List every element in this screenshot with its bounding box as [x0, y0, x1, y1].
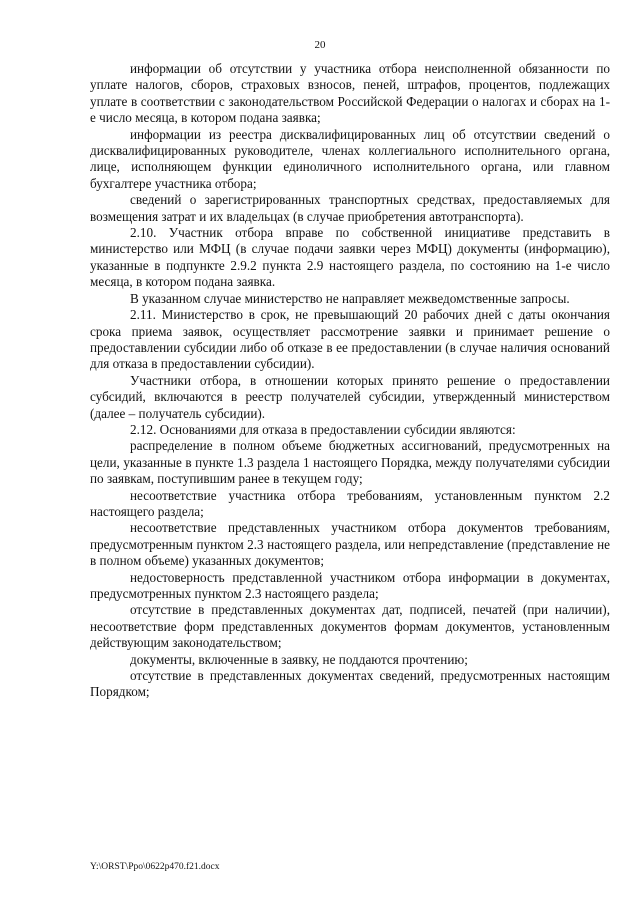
- paragraph: отсутствие в представленных документах сведений, предусмотренных настоящим Порядком;: [90, 668, 610, 700]
- paragraph: Участники отбора, в отношении которых принято решение о предоставлении субсидий, включаются в реестр получателей субсидии, утвержденный министерством (далее – получатель субсидии).: [90, 372, 610, 421]
- paragraph: 2.11. Министерство в срок, не превышающий 20 рабочих дней с даты окончания срока приема заявок, осуществляет рассмотрение заявки и принимает решение о предоставлении субсидии либо об отказе в ее предоставлении (в случае наличия оснований для отказа в предоставлении субсидии).: [90, 307, 610, 372]
- paragraph: недостоверность представленной участником отбора информации в документах, предусмотренных пунктом 2.3 настоящего раздела;: [90, 569, 610, 601]
- paragraph: отсутствие в представленных документах дат, подписей, печатей (при наличии), несоответствие форм представленных документов формам документов, установленным действующим законодательством;: [90, 602, 610, 651]
- paragraph: документы, включенные в заявку, не поддаются прочтению;: [130, 651, 468, 667]
- page-number: 20: [314, 39, 326, 51]
- paragraph: несоответствие представленных участником отбора документов требованиям, предусмотренным пунктом 2.3 настоящего раздела, или непредставление (представление не в полном объеме) указанных документов;: [90, 520, 610, 569]
- paragraph: несоответствие участника отбора требованиям, установленным пунктом 2.2 настоящего раздела;: [90, 487, 610, 519]
- file-path-footer: Y:\ORST\Ppo\0622p470.f21.docx: [90, 862, 220, 872]
- paragraph: 2.12. Основаниями для отказа в предоставлении субсидии являются:: [130, 421, 516, 437]
- paragraph: сведений о зарегистрированных транспортных средствах, предоставляемых для возмещения затрат и их владельцах (в случае приобретения автотранспорта).: [90, 192, 610, 224]
- paragraph: распределение в полном объеме бюджетных ассигнований, предусмотренных на цели, указанные в пункте 1.3 раздела 1 настоящего Порядка, между получателями субсидии по заявкам, поступившим ранее в текущем году;: [90, 438, 610, 487]
- paragraph: информации из реестра дисквалифицированных лиц об отсутствии сведений о дисквалифицированных руководителе, членах коллегиального исполнительного органа, лице, исполняющем функции единоличного исполнительного органа, или главном бухгалтере участника отбора;: [90, 126, 610, 191]
- paragraph: В указанном случае министерство не направляет межведомственные запросы.: [130, 290, 570, 306]
- paragraph: 2.10. Участник отбора вправе по собственной инициативе представить в министерство или МФЦ (в случае подачи заявки через МФЦ) документы (информацию), указанные в подпункте 2.9.2 пункта 2.9 настоящего раздела, по состоянию на 1-е число месяца, в котором подана заявка.: [90, 225, 610, 290]
- document-body: [90, 61, 610, 701]
- paragraph: информации об отсутствии у участника отбора неисполненной обязанности по уплате налогов, сборов, страховых взносов, пеней, штрафов, процентов, подлежащих уплате в соответствии с законодательством Российской Федерации о налогах и сборах на 1-е число месяца, в котором подана заявка;: [90, 61, 610, 126]
